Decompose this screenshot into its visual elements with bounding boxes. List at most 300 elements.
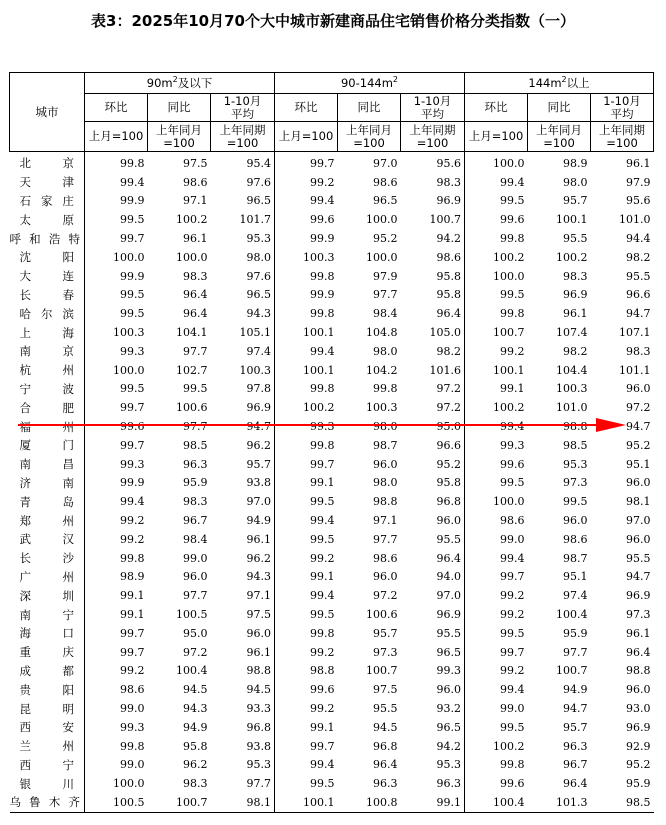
value-cell: 101.3 [528,793,591,812]
city-name: 重 庆 [19,645,74,660]
value-cell: 97.7 [373,288,398,302]
value-cell: 97.3 [626,608,651,622]
value-cell: 97.7 [183,589,208,603]
value-cell: 99.2 [310,702,335,715]
value-cell: 99.4 [310,514,335,528]
value-cell: 98.0 [563,175,588,189]
city-cell [10,173,85,192]
value-cell: 100.2 [303,401,335,415]
value-cell: 99.2 [500,344,525,358]
city-name: 太 原 [19,212,74,227]
value-cell: 95.4 [211,152,275,173]
value-cell: 99.0 [120,758,145,772]
value-cell: 99.5 [120,382,145,396]
value-cell: 95.8 [183,739,208,753]
value-cell: 96.5 [211,286,275,305]
value-cell: 98.6 [373,175,398,189]
table-row [10,586,654,605]
value-cell: 101.7 [211,210,275,229]
city-cell [10,455,85,474]
value-cell: 100.3 [556,382,588,396]
value-cell: 99.5 [500,626,525,640]
value-cell: 102.7 [176,363,208,377]
city-name: 长 春 [19,287,74,302]
value-cell: 99.3 [310,420,335,434]
value-cell: 100.1 [556,213,588,227]
city-name: 上 海 [19,325,74,340]
value-cell: 98.6 [500,514,525,528]
value-cell: 99.2 [310,551,335,565]
value-cell: 100.0 [366,250,398,264]
value-cell: 99.8 [120,156,145,170]
value-cell: 97.2 [183,645,208,659]
city-cell [10,793,85,812]
city-cell [10,248,85,267]
value-cell: 97.0 [626,514,651,528]
value-cell: 98.6 [183,175,208,189]
value-cell: 99.1 [500,382,525,396]
group-header-mid [275,73,465,94]
table-row [10,417,654,436]
value-cell: 98.8 [373,495,398,509]
sub-header: 环比 [465,94,528,122]
value-cell: 100.2 [493,401,525,415]
value-cell: 100.0 [113,777,145,791]
group-label: $90-144m^2$ [340,74,399,90]
value-cell: 94.9 [211,511,275,530]
sub-header: 同比 [528,94,591,122]
city-name: 长 沙 [19,551,74,566]
table-row [10,699,654,718]
value-cell: 96.0 [373,457,398,471]
value-cell: 98.3 [183,777,208,791]
value-cell: 100.7 [556,664,588,678]
city-name: 广 州 [19,569,74,584]
value-cell: 99.6 [500,457,525,471]
value-cell: 99.6 [310,683,335,697]
value-cell: 99.8 [120,739,145,753]
city-name: 青 岛 [19,494,74,509]
value-cell: 96.4 [401,549,465,568]
value-cell: 99.3 [401,662,465,681]
city-cell [10,662,85,681]
city-name: 南 京 [19,344,74,359]
table-body [10,152,654,813]
value-cell: 95.9 [183,476,208,490]
value-cell: 98.9 [563,156,588,170]
city-name: 郑 州 [19,513,74,528]
value-cell: 99.2 [120,514,145,528]
city-cell [10,530,85,549]
table-row [10,436,654,455]
value-cell: 96.0 [211,624,275,643]
value-cell: 96.1 [211,643,275,662]
value-cell: 95.7 [373,626,398,640]
table-row [10,248,654,267]
table-row [10,380,654,399]
value-cell: 98.8 [563,420,588,434]
value-cell: 97.0 [401,586,465,605]
value-cell: 98.0 [373,344,398,358]
sub-header: 环比 [85,94,148,122]
value-cell: 97.2 [401,380,465,399]
value-cell: 98.2 [563,344,588,358]
city-name: 沈 阳 [19,250,74,265]
value-cell: 99.5 [500,476,525,490]
value-cell: 96.5 [401,718,465,737]
city-cell [10,152,85,173]
value-cell: 99.3 [120,457,145,471]
base-header: 上月=100 [465,122,528,152]
value-cell: 97.1 [373,514,398,528]
sub-header: 1-10月 平均 [591,94,654,122]
table-row [10,643,654,662]
value-cell: 98.6 [401,248,465,267]
value-cell: 95.1 [626,457,651,471]
value-cell: 99.0 [120,702,145,715]
value-cell: 99.7 [310,156,335,170]
value-cell: 95.9 [626,777,651,791]
value-cell: 100.4 [465,793,528,812]
value-cell: 99.2 [310,175,335,189]
sub-header: 同比 [338,94,401,122]
value-cell: 96.8 [401,492,465,511]
city-name: 昆 明 [19,701,74,716]
value-cell: 94.7 [626,420,651,434]
value-cell: 95.3 [563,457,588,471]
value-cell: 98.0 [373,476,398,490]
sub-header: 环比 [275,94,338,122]
city-cell [10,286,85,305]
value-cell: 100.6 [366,608,398,622]
value-cell: 100.7 [493,326,525,340]
value-cell: 99.6 [500,777,525,791]
value-cell: 96.5 [211,192,275,211]
city-cell [10,474,85,493]
city-cell [10,737,85,756]
city-name: 成 都 [19,663,74,678]
table-row [10,323,654,342]
value-cell: 96.3 [373,777,398,791]
value-cell: 104.8 [366,326,398,340]
city-name: 呼 和 浩 特 [9,231,80,246]
city-cell [10,718,85,737]
city-name: 石 家 庄 [19,193,74,208]
value-cell: 95.2 [373,232,398,246]
table-row [10,774,654,793]
value-cell: 96.3 [183,457,208,471]
city-column-header: 城市 [10,73,85,152]
value-cell: 99.5 [500,288,525,302]
value-cell: 99.7 [500,570,525,584]
value-cell: 96.0 [563,514,588,528]
value-cell: 95.2 [401,455,465,474]
value-cell: 99.5 [310,777,335,791]
value-cell: 98.8 [626,664,651,678]
table-row [10,756,654,775]
base-header: 上年同月 =100 [338,122,401,152]
value-cell: 98.8 [310,664,335,678]
city-name: 武 汉 [19,532,74,547]
city-cell [10,549,85,568]
value-cell: 105.1 [211,323,275,342]
value-cell: 99.8 [310,307,335,321]
table-row [10,718,654,737]
value-cell: 100.4 [556,608,588,622]
city-cell [10,342,85,361]
value-cell: 99.8 [373,382,398,396]
city-cell [10,229,85,248]
value-cell: 99.6 [310,213,335,227]
value-cell: 94.5 [183,683,208,697]
value-cell: 96.5 [401,643,465,662]
table-row [10,304,654,323]
value-cell: 99.0 [500,702,525,715]
value-cell: 100.8 [338,793,401,812]
table-row [10,680,654,699]
value-cell: 100.0 [176,250,208,264]
value-cell: 99.5 [310,608,335,622]
value-cell: 97.6 [211,267,275,286]
value-cell: 97.8 [211,380,275,399]
value-cell: 101.0 [556,401,588,415]
value-cell: 100.2 [176,213,208,227]
value-cell: 96.9 [401,605,465,624]
value-cell: 99.3 [120,720,145,734]
value-cell: 96.9 [401,192,465,211]
table-row [10,793,654,812]
table-row [10,662,654,681]
city-name: 大 连 [19,269,74,284]
value-cell: 105.0 [401,323,465,342]
value-cell: 100.7 [148,793,211,812]
value-cell: 96.0 [626,382,651,396]
table-row [10,455,654,474]
value-cell: 99.9 [310,288,335,302]
value-cell: 96.8 [373,739,398,753]
city-name: 海 口 [19,626,74,641]
table-row [10,492,654,511]
city-cell [10,756,85,775]
value-cell: 101.1 [619,363,651,377]
city-cell [10,210,85,229]
value-cell: 97.3 [563,476,588,490]
group-header-large [465,73,654,94]
city-name: 济 南 [19,475,74,490]
value-cell: 98.7 [563,551,588,565]
value-cell: 96.2 [211,436,275,455]
value-cell: 101.6 [401,361,465,380]
value-cell: 96.1 [626,156,651,170]
city-cell [10,192,85,211]
value-cell: 99.5 [310,532,335,546]
value-cell: 99.2 [310,645,335,659]
city-cell [10,267,85,286]
value-cell: 95.5 [373,702,398,715]
value-cell: 96.2 [183,758,208,772]
base-header: 上年同月 =100 [148,122,211,152]
city-cell [10,417,85,436]
value-cell: 95.1 [563,570,588,584]
value-cell: 93.2 [401,699,465,718]
table-row [10,361,654,380]
table-row [10,474,654,493]
value-cell: 100.0 [113,363,145,377]
table-row [10,605,654,624]
sub-header: 1-10月 平均 [211,94,275,122]
city-cell [10,398,85,417]
value-cell: 98.6 [563,532,588,546]
city-cell [10,361,85,380]
value-cell: 94.2 [401,737,465,756]
value-cell: 98.6 [373,551,398,565]
city-name: 北 京 [19,156,74,171]
value-cell: 96.0 [183,570,208,584]
value-cell: 99.7 [310,457,335,471]
table-row [10,210,654,229]
city-name: 银 川 [19,776,74,791]
value-cell: 97.7 [183,344,208,358]
value-cell: 98.0 [373,420,398,434]
value-cell: 97.7 [183,420,208,434]
value-cell: 99.8 [500,307,525,321]
city-cell [10,699,85,718]
value-cell: 99.9 [120,476,145,490]
table-row [10,152,654,173]
value-cell: 99.7 [120,232,145,246]
value-cell: 96.1 [626,626,651,640]
value-cell: 95.5 [401,624,465,643]
value-cell: 95.5 [626,269,651,283]
value-cell: 99.1 [120,608,145,622]
table-title: 表3：2025年10月70个大中城市新建商品住宅销售价格分类指数（一） [91,12,575,30]
sub-header: 同比 [148,94,211,122]
value-cell: 97.2 [373,589,398,603]
value-cell: 99.1 [310,720,335,734]
base-header: 上年同期 =100 [211,122,275,152]
value-cell: 96.1 [563,307,588,321]
value-cell: 96.0 [373,570,398,584]
value-cell: 96.9 [626,589,651,603]
value-cell: 95.2 [626,438,651,452]
value-cell: 99.8 [500,758,525,772]
value-cell: 92.9 [626,739,651,753]
value-cell: 95.6 [626,194,651,208]
value-cell: 98.8 [211,662,275,681]
city-name: 福 州 [19,419,74,434]
table-row [10,737,654,756]
value-cell: 99.1 [310,476,335,490]
value-cell: 98.5 [591,793,654,812]
city-cell [10,643,85,662]
value-cell: 99.3 [500,438,525,452]
value-cell: 99.5 [120,307,145,321]
value-cell: 94.5 [211,680,275,699]
value-cell: 98.4 [183,532,208,546]
value-cell: 100.4 [176,664,208,678]
value-cell: 95.3 [211,756,275,775]
table-row [10,624,654,643]
city-name: 南 昌 [19,457,74,472]
value-cell: 96.4 [373,758,398,772]
value-cell: 94.3 [183,702,208,715]
value-cell: 99.8 [310,626,335,640]
group-label: $90m^2$及以下 [146,74,213,90]
value-cell: 93.3 [211,699,275,718]
value-cell: 96.4 [183,288,208,302]
value-cell: 99.7 [120,401,145,415]
value-cell: 99.4 [500,683,525,697]
value-cell: 100.3 [211,361,275,380]
value-cell: 99.1 [310,570,335,584]
city-cell [10,774,85,793]
city-name: 杭 州 [19,363,74,378]
value-cell: 99.4 [310,758,335,772]
value-cell: 94.7 [563,702,588,715]
value-cell: 100.7 [366,664,398,678]
value-cell: 94.7 [211,417,275,436]
value-cell: 100.2 [493,250,525,264]
value-cell: 96.0 [401,511,465,530]
value-cell: 99.8 [310,382,335,396]
value-cell: 98.2 [401,342,465,361]
table-row [10,568,654,587]
value-cell: 95.8 [401,474,465,493]
value-cell: 95.5 [401,530,465,549]
value-cell: 104.2 [366,363,398,377]
value-cell: 98.1 [211,793,275,812]
value-cell: 97.7 [211,774,275,793]
value-cell: 97.5 [373,683,398,697]
value-cell: 94.5 [373,720,398,734]
value-cell: 96.5 [373,194,398,208]
value-cell: 100.2 [556,250,588,264]
group-header-small [85,73,275,94]
value-cell: 98.2 [626,250,651,264]
value-cell: 96.1 [183,232,208,246]
city-name: 深 圳 [19,588,74,603]
city-name: 南 宁 [19,607,74,622]
value-cell: 96.9 [626,720,651,734]
city-cell [10,323,85,342]
value-cell: 100.3 [366,401,398,415]
value-cell: 95.0 [183,626,208,640]
value-cell: 97.4 [563,589,588,603]
value-cell: 100.5 [176,608,208,622]
value-cell: 99.2 [500,608,525,622]
value-cell: 93.8 [211,737,275,756]
city-name: 天 津 [19,175,74,190]
city-cell [10,605,85,624]
value-cell: 99.1 [401,793,465,812]
value-cell: 97.1 [183,194,208,208]
value-cell: 97.9 [373,269,398,283]
value-cell: 98.4 [373,307,398,321]
value-cell: 95.3 [211,229,275,248]
value-cell: 94.7 [626,570,651,584]
value-cell: 99.4 [310,589,335,603]
base-header: 上月=100 [275,122,338,152]
value-cell: 104.1 [176,326,208,340]
value-cell: 99.5 [120,213,145,227]
value-cell: 100.6 [176,401,208,415]
value-cell: 99.2 [500,664,525,678]
value-cell: 96.7 [563,758,588,772]
value-cell: 99.7 [310,739,335,753]
base-header: 上年同月 =100 [528,122,591,152]
value-cell: 96.8 [211,718,275,737]
value-cell: 100.5 [85,793,148,812]
